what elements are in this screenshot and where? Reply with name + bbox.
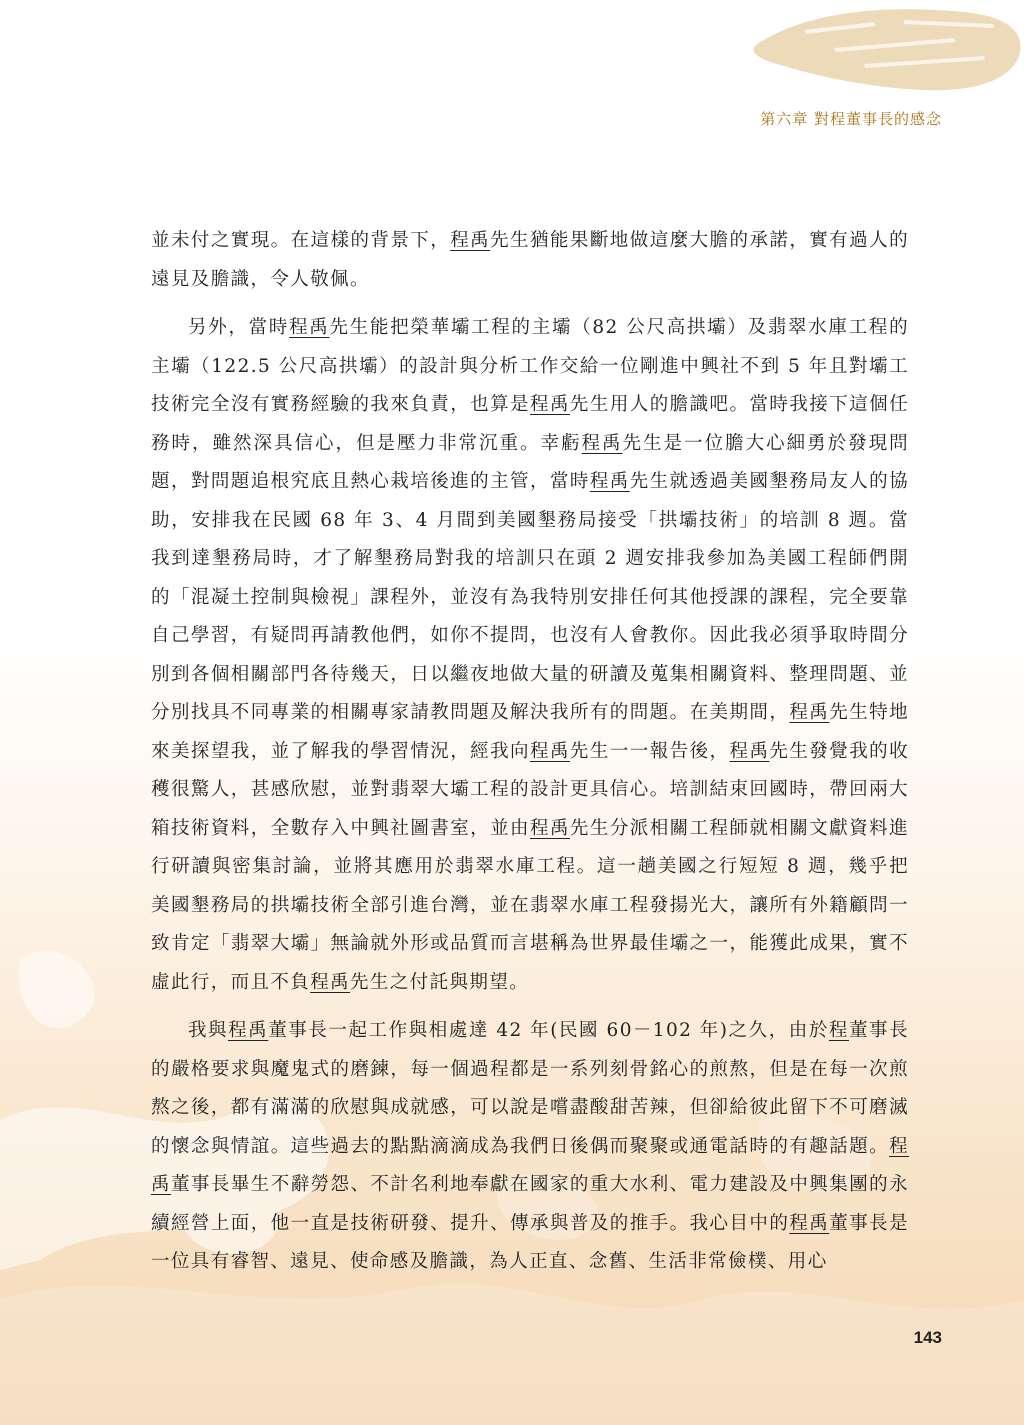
text-segment: 董事長一起工作與相處達 42 年(民國 60－102 年)之久，由於 bbox=[268, 1020, 829, 1041]
body-text bbox=[151, 222, 909, 1282]
text-segment: 先生能把榮華壩工程的主壩（82 公尺高拱壩）及翡翠水庫工程的主壩（122.5 公尺高拱壩）的設計與分析工作交給一位剛進中興社不到 5 年且對壩工技術完全沒有實務經驗的我來負責，也算是 bbox=[151, 317, 909, 415]
paragraph bbox=[151, 309, 909, 1002]
text-segment: 先生猶能果斷地做這麼大膽的承諾，實有過人的遠見及膽識，令人敬佩。 bbox=[151, 230, 909, 290]
text-segment: 先生是一位膽大心細勇於發現問題，對問題追根究底且熱心栽培後進的主管，當時 bbox=[151, 432, 909, 492]
underlined-name: 程 bbox=[828, 1020, 849, 1041]
underlined-name: 程禹 bbox=[789, 702, 830, 723]
paragraph bbox=[151, 1012, 909, 1282]
underlined-name: 程禹 bbox=[450, 230, 491, 251]
text-segment: 並未付之實現。在這樣的背景下， bbox=[151, 230, 451, 251]
underlined-name: 程禹 bbox=[228, 1020, 269, 1041]
text-segment: 先生一一報告後， bbox=[569, 740, 730, 762]
text-segment: 先生就透過美國墾務局友人的協助，安排我在民國 68 年 3、4 月間到美國墾務局接受「拱壩技術」的培訓 8 週。當我到達墾務局時，才了解墾務局對我的培訓只在頭 2 週安排我參加為美國工程師們開的「混凝土控制與檢視」課程外，並沒有為我特別安排任何其他授課的課程，完全要靠自己學習，有疑問再請教他們，如你不提問，也沒有人會教你。因此我必須爭取時間分別到各個相關部門各待幾天，日以繼夜地做大量的研讀及蒐集相關資料、整理問題、並分別找具不同專業的相關專家請教問題及解決我所有的問題。在美期間， bbox=[151, 471, 909, 723]
text-segment: 先生用人的膽識吧。當時我接下這個任務時，雖然深具信心，但是壓力非常沉重。幸虧 bbox=[151, 394, 909, 454]
chapter-header: 第六章 對程董事長的感念 bbox=[760, 110, 942, 128]
page-number: 143 bbox=[913, 1328, 942, 1347]
text-segment: 另外，當時 bbox=[188, 317, 290, 338]
text-segment: 董事長是一位具有睿智、遠見、使命感及膽識，為人正直、念舊、生活非常儉樸、用心 bbox=[151, 1212, 909, 1272]
underlined-name: 程禹 bbox=[310, 971, 351, 993]
underlined-name: 程禹 bbox=[581, 432, 623, 454]
underlined-name: 程禹 bbox=[530, 394, 570, 415]
text-segment: 先生發覺我的收穫很驚人，甚感欣慰，並對翡翠大壩工程的設計更具信心。培訓結束回國時，帶回兩大箱技術資料，全數存入中興社圖書室，並由 bbox=[151, 740, 910, 839]
underlined-name: 程禹 bbox=[729, 740, 770, 762]
underlined-name: 程禹 bbox=[789, 1212, 830, 1234]
underlined-name: 程禹 bbox=[530, 817, 570, 839]
text-segment: 先生分派相關工程師就相關文獻資料進行研讀與密集討論，並將其應用於翡翠水庫工程。這一趟美國之行短短 8 週，幾乎把美國墾務局的拱壩技術全部引進台灣，並在翡翠水庫工程發揚光大，讓所有外籍顧問一致肯定「翡翠大壩」無論就外形或品質而言堪稱為世界最佳壩之一，能獲此成果，實不虛此行，而且不負 bbox=[151, 817, 909, 993]
text-segment: 先生特地來美探望我，並了解我的學習情況，經我向 bbox=[151, 702, 909, 762]
text-segment: 董事長的嚴格要求與魔鬼式的磨鍊，每一個過程都是一系列刻骨銘心的煎熬，但是在每一次煎熬之後，都有滿滿的欣慰與成就感，可以說是嚐盡酸甜苦辣，但卻給彼此留下不可磨滅的懷念與情誼。這些過去的點點滴滴成為我們日後偶而聚聚或通電話時的有趣話題。 bbox=[151, 1020, 909, 1157]
underlined-name: 程禹 bbox=[589, 471, 630, 492]
text-segment: 先生之付託與期望。 bbox=[350, 971, 530, 993]
paragraph bbox=[151, 222, 909, 299]
text-segment: 董事長畢生不辭勞怨、不計名利地奉獻在國家的重大水利、電力建設及中興集團的永續經營上面，他一直是技術研發、提升、傳承與普及的推手。我心目中的 bbox=[151, 1174, 909, 1234]
brush-stroke-decoration bbox=[724, 0, 1024, 110]
underlined-name: 程禹 bbox=[151, 1135, 909, 1195]
underlined-name: 程禹 bbox=[289, 317, 330, 338]
text-segment: 我與 bbox=[188, 1020, 229, 1041]
underlined-name: 程禹 bbox=[530, 740, 570, 762]
